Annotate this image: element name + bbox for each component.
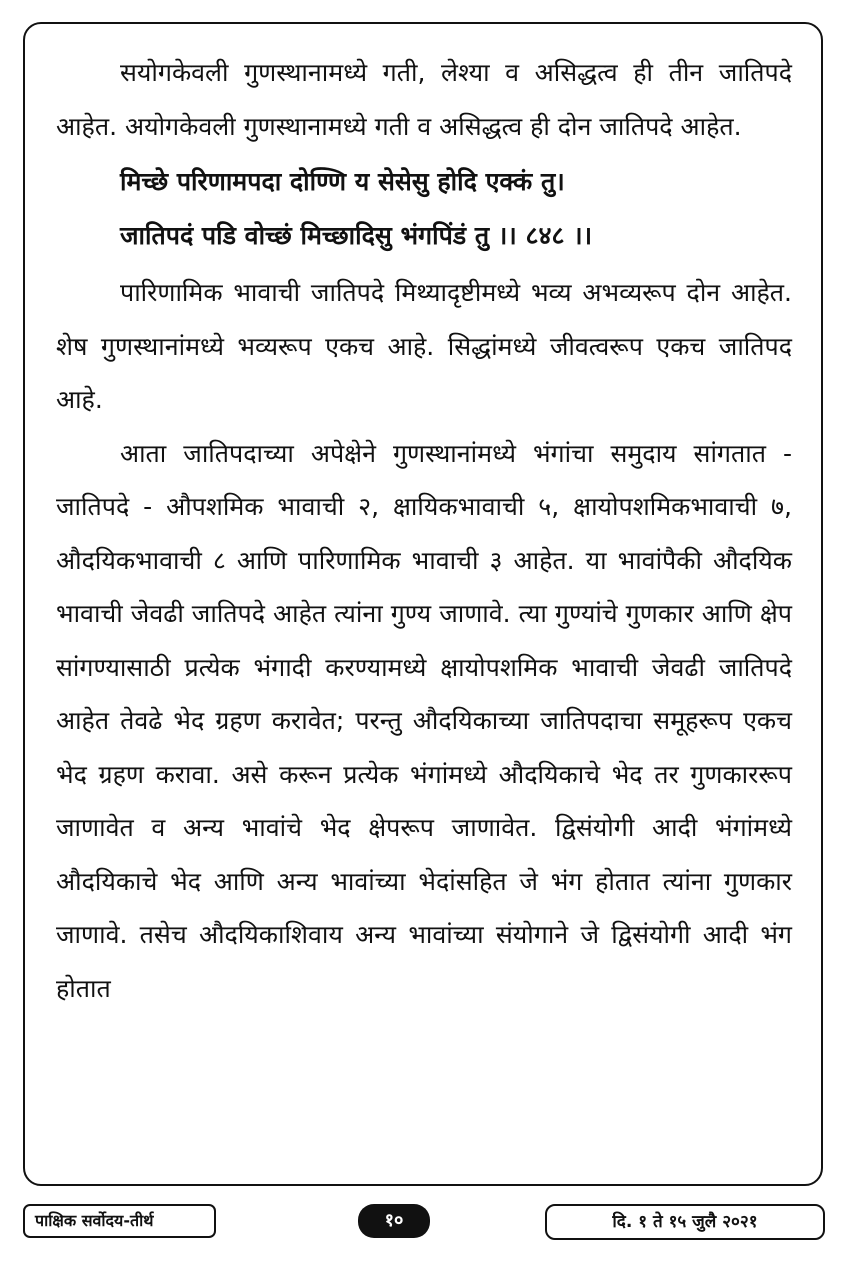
publication-name: पाक्षिक सर्वोदय-तीर्थ	[23, 1204, 216, 1238]
paragraph-1	[56, 46, 792, 153]
page-content	[56, 46, 792, 1015]
verse-block	[56, 155, 792, 262]
verse-line-2: जातिपदं पडि वोच्छं मिच्छादिसु भंगपिंडं तु ।। ८४८ ।।	[120, 220, 593, 250]
verse-line-1: मिच्छे परिणामपदा दोण्णि य सेसेसु होदि एक्कं तु।	[120, 167, 565, 196]
page-number: १०	[358, 1204, 430, 1238]
paragraph-3-text: आता जातिपदाच्या अपेक्षेने गुणस्थानांमध्ये भंगांचा समुदाय सांगतात - जातिपदे - औपशमिक भावाची २, क्षायिकभावाची ५, क्षायोपशमिकभावाची ७, औदयिकभावाची ८ आणि पारिणामिक भावाची ३ आहेत. या भावांपैकी औदयिक भावाची जेवढी जातिपदे आहेत त्यांना गुण्य जाणावे. त्या गुण्यांचे गुणकार आणि क्षेप सांगण्यासाठी प्रत्येक भंगादी करण्यामध्ये क्षायोपशमिक भावाची जेवढी जातिपदे आहेत तेवढे भेद ग्रहण करावेत; परन्तु औदयिकाच्या जातिपदाचा समूहरूप एकच भेद ग्रहण करावा. असे करून प्रत्येक भंगांमध्ये औदयिकाचे भेद तर गुणकाररूप जाणावेत व अन्य भावांचे भेद क्षेपरूप जाणावेत. द्विसंयोगी आदी भंगांमध्ये औदयिकाचे भेद आणि अन्य भावांच्या भेदांसहित जे भंग होतात त्यांना गुणकार जाणावे. तसेच औदयिकाशिवाय अन्य भावांच्या संयोगाने जे द्विसंयोगी आदी भंग होतात	[56, 438, 792, 1003]
paragraph-2-text: पारिणामिक भावाची जातिपदे मिथ्यादृष्टीमध्ये भव्य अभव्यरूप दोन आहेत. शेष गुणस्थानांमध्ये भव्यरूप एकच आहे. सिद्धांमध्ये जीवत्वरूप एकच जातिपद आहे.	[56, 278, 792, 414]
paragraph-1-text: सयोगकेवली गुणस्थानामध्ये गती, लेश्या व असिद्धत्व ही तीन जातिपदे आहेत. अयोगकेवली गुणस्थानामध्ये गती व असिद्धत्व ही दोन जातिपदे आहेत.	[56, 58, 792, 141]
paragraph-2	[56, 266, 792, 427]
issue-date: दि. १ ते १५ जुलै २०२१	[545, 1204, 825, 1240]
paragraph-3	[56, 427, 792, 1016]
